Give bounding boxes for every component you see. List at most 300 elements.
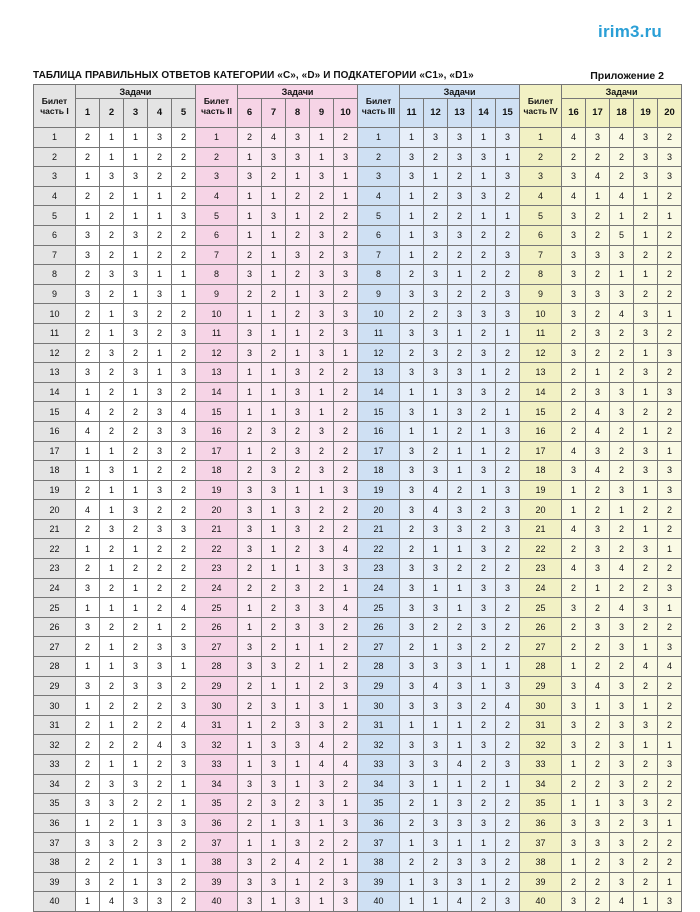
ticket-number-cell: 21	[34, 519, 76, 539]
answer-cell: 1	[658, 441, 682, 461]
answer-cell: 2	[76, 147, 100, 167]
ticket-number-cell: 28	[358, 657, 400, 677]
answer-cell: 2	[658, 519, 682, 539]
answer-cell: 3	[334, 559, 358, 579]
answer-cell: 3	[310, 225, 334, 245]
ticket-number-cell: 35	[358, 794, 400, 814]
ticket-number-cell: 25	[34, 598, 76, 618]
answer-cell: 2	[262, 852, 286, 872]
answer-cell: 1	[238, 304, 262, 324]
answer-cell: 3	[286, 363, 310, 383]
answer-cell: 3	[286, 500, 310, 520]
answer-cell: 3	[634, 598, 658, 618]
table-row	[34, 343, 682, 363]
ticket-number-cell: 40	[358, 892, 400, 912]
answer-cell: 3	[658, 480, 682, 500]
answer-cell: 3	[334, 323, 358, 343]
answer-cell: 3	[610, 402, 634, 422]
answer-cell: 1	[310, 382, 334, 402]
answer-cell: 3	[658, 343, 682, 363]
answer-cell: 3	[400, 735, 424, 755]
task-number-header: 9	[310, 99, 334, 128]
answer-cell: 1	[76, 461, 100, 481]
ticket-number-cell: 15	[358, 402, 400, 422]
answer-cell: 2	[334, 637, 358, 657]
answer-cell: 2	[634, 245, 658, 265]
answer-cell: 1	[424, 167, 448, 187]
answer-cell: 1	[100, 441, 124, 461]
answer-cell: 2	[586, 598, 610, 618]
ticket-number-cell: 4	[520, 186, 562, 206]
answer-cell: 3	[610, 715, 634, 735]
answer-cell: 1	[334, 696, 358, 716]
answer-cell: 1	[100, 500, 124, 520]
answer-cell: 2	[448, 480, 472, 500]
task-number-header: 12	[424, 99, 448, 128]
answer-cell: 3	[448, 500, 472, 520]
answer-cell: 3	[100, 774, 124, 794]
answer-cell: 1	[286, 206, 310, 226]
answer-cell: 1	[472, 872, 496, 892]
answer-cell: 2	[124, 696, 148, 716]
answer-cell: 3	[658, 637, 682, 657]
answer-cell: 1	[634, 735, 658, 755]
ticket-number-cell: 27	[520, 637, 562, 657]
ticket-number-cell: 14	[520, 382, 562, 402]
table-row	[34, 206, 682, 226]
answer-cell: 2	[448, 206, 472, 226]
answer-cell: 3	[124, 304, 148, 324]
answer-cell: 2	[586, 852, 610, 872]
answer-cell: 1	[124, 539, 148, 559]
answer-cell: 3	[448, 813, 472, 833]
answer-cell: 2	[76, 480, 100, 500]
ticket-header-label: Билет	[203, 96, 230, 106]
answer-cell: 3	[286, 519, 310, 539]
answer-cell: 3	[496, 578, 520, 598]
answer-cell: 1	[76, 813, 100, 833]
task-number-header: 6	[238, 99, 262, 128]
answer-cell: 2	[238, 284, 262, 304]
ticket-number-cell: 13	[520, 363, 562, 383]
answer-cell: 1	[100, 598, 124, 618]
ticket-number-cell: 39	[520, 872, 562, 892]
answer-cell: 2	[472, 500, 496, 520]
ticket-number-cell: 17	[34, 441, 76, 461]
answer-cell: 2	[124, 715, 148, 735]
answer-cell: 2	[148, 539, 172, 559]
ticket-number-cell: 33	[34, 755, 76, 775]
answer-cell: 1	[496, 323, 520, 343]
answer-cell: 3	[658, 755, 682, 775]
answer-cell: 3	[658, 461, 682, 481]
answer-cell: 1	[148, 186, 172, 206]
answer-cell: 3	[334, 872, 358, 892]
table-row	[34, 676, 682, 696]
ticket-number-cell: 3	[34, 167, 76, 187]
answer-cell: 3	[76, 833, 100, 853]
answer-cell: 2	[148, 225, 172, 245]
answer-cell: 2	[172, 147, 196, 167]
answer-cell: 2	[658, 559, 682, 579]
answer-cell: 2	[472, 225, 496, 245]
answer-cell: 2	[400, 852, 424, 872]
answer-cell: 1	[100, 715, 124, 735]
answer-cell: 1	[262, 813, 286, 833]
answer-cell: 3	[400, 578, 424, 598]
answer-cell: 3	[448, 186, 472, 206]
table-row	[34, 402, 682, 422]
answer-cell: 3	[148, 441, 172, 461]
answer-cell: 1	[262, 186, 286, 206]
answer-cell: 3	[334, 892, 358, 912]
answer-cell: 2	[262, 343, 286, 363]
answer-cell: 2	[610, 421, 634, 441]
ticket-number-cell: 10	[358, 304, 400, 324]
answer-cell: 2	[148, 323, 172, 343]
answer-cell: 1	[472, 421, 496, 441]
answer-cell: 4	[562, 519, 586, 539]
answer-cell: 1	[238, 598, 262, 618]
answer-cell: 3	[334, 480, 358, 500]
answer-cell: 1	[124, 480, 148, 500]
answer-cell: 1	[424, 421, 448, 441]
answer-cell: 1	[610, 265, 634, 285]
appendix-label: Приложение 2	[590, 70, 664, 82]
ticket-number-cell: 2	[358, 147, 400, 167]
answer-cell: 3	[400, 657, 424, 677]
tasks-header: Задачи	[76, 85, 196, 99]
answer-cell: 2	[400, 304, 424, 324]
answer-cell: 2	[496, 637, 520, 657]
table-row	[34, 461, 682, 481]
ticket-number-cell: 4	[358, 186, 400, 206]
answer-cell: 3	[238, 774, 262, 794]
task-number-header: 19	[634, 99, 658, 128]
answer-cell: 2	[586, 755, 610, 775]
answer-cell: 3	[634, 363, 658, 383]
answer-cell: 2	[496, 382, 520, 402]
answer-cell: 3	[148, 402, 172, 422]
answer-cell: 1	[448, 774, 472, 794]
answer-cell: 1	[100, 147, 124, 167]
ticket-number-cell: 31	[520, 715, 562, 735]
answer-cell: 2	[100, 382, 124, 402]
answer-cell: 2	[76, 519, 100, 539]
answer-cell: 1	[76, 539, 100, 559]
ticket-number-cell: 26	[196, 617, 238, 637]
answer-cell: 3	[76, 284, 100, 304]
answer-cell: 4	[286, 852, 310, 872]
answer-cell: 3	[586, 519, 610, 539]
ticket-number-cell: 23	[520, 559, 562, 579]
table-row	[34, 363, 682, 383]
answer-cell: 4	[172, 715, 196, 735]
answer-cell: 3	[472, 578, 496, 598]
ticket-header-label: Билет	[41, 96, 68, 106]
ticket-number-cell: 30	[34, 696, 76, 716]
answer-cell: 3	[424, 363, 448, 383]
answer-cell: 2	[148, 578, 172, 598]
answer-cell: 3	[634, 441, 658, 461]
answer-cell: 1	[238, 833, 262, 853]
answer-cell: 1	[400, 872, 424, 892]
answer-cell: 2	[172, 539, 196, 559]
answer-cell: 2	[286, 794, 310, 814]
answer-cell: 1	[334, 578, 358, 598]
answer-cell: 3	[124, 225, 148, 245]
answer-cell: 3	[496, 519, 520, 539]
answer-cell: 2	[448, 617, 472, 637]
answer-cell: 2	[496, 735, 520, 755]
ticket-number-cell: 33	[358, 755, 400, 775]
answer-cell: 4	[76, 500, 100, 520]
answer-cell: 1	[262, 833, 286, 853]
answer-cell: 3	[634, 147, 658, 167]
answer-cell: 2	[472, 774, 496, 794]
answer-cell: 3	[562, 813, 586, 833]
answer-cell: 1	[124, 578, 148, 598]
answer-cell: 3	[400, 167, 424, 187]
answer-cell: 3	[424, 657, 448, 677]
answer-cell: 3	[658, 147, 682, 167]
ticket-header-part-4	[520, 85, 562, 128]
answer-cell: 3	[76, 676, 100, 696]
answer-cell: 1	[286, 872, 310, 892]
answer-cell: 1	[496, 206, 520, 226]
answer-cell: 1	[76, 167, 100, 187]
table-row	[34, 421, 682, 441]
answer-cell: 1	[448, 715, 472, 735]
answer-cell: 2	[586, 715, 610, 735]
answer-cell: 3	[448, 852, 472, 872]
answer-cell: 1	[658, 813, 682, 833]
answer-cell: 2	[334, 382, 358, 402]
tasks-header: Задачи	[562, 85, 682, 99]
table-row	[34, 559, 682, 579]
answer-cell: 3	[148, 676, 172, 696]
answer-cell: 2	[472, 519, 496, 539]
answer-cell: 3	[448, 794, 472, 814]
answer-cell: 1	[562, 500, 586, 520]
answer-cell: 2	[124, 402, 148, 422]
answer-cell: 1	[586, 578, 610, 598]
answer-cell: 2	[334, 128, 358, 148]
answer-cell: 4	[610, 128, 634, 148]
answer-cell: 2	[262, 617, 286, 637]
answer-cell: 2	[658, 186, 682, 206]
answer-cell: 3	[400, 363, 424, 383]
answer-cell: 1	[310, 480, 334, 500]
ticket-number-cell: 1	[196, 128, 238, 148]
answer-cell: 4	[610, 598, 634, 618]
answer-cell: 3	[124, 265, 148, 285]
table-row	[34, 852, 682, 872]
ticket-number-cell: 6	[358, 225, 400, 245]
answer-cell: 4	[334, 598, 358, 618]
answer-cell: 2	[100, 696, 124, 716]
answer-cell: 1	[586, 794, 610, 814]
answer-cell: 1	[100, 304, 124, 324]
answer-cell: 1	[424, 382, 448, 402]
answer-cell: 2	[100, 852, 124, 872]
answer-cell: 2	[100, 421, 124, 441]
answer-cell: 2	[610, 519, 634, 539]
answer-cell: 1	[496, 657, 520, 677]
answer-cell: 2	[610, 323, 634, 343]
answer-cell: 1	[334, 167, 358, 187]
answer-cell: 4	[424, 480, 448, 500]
ticket-number-cell: 19	[520, 480, 562, 500]
answer-cell: 2	[76, 755, 100, 775]
answer-cell: 3	[610, 755, 634, 775]
answer-cell: 2	[172, 461, 196, 481]
answer-cell: 2	[334, 617, 358, 637]
ticket-number-cell: 23	[34, 559, 76, 579]
answer-cell: 3	[448, 363, 472, 383]
answer-cell: 1	[424, 637, 448, 657]
ticket-number-cell: 14	[196, 382, 238, 402]
answer-cell: 1	[286, 559, 310, 579]
answer-cell: 2	[124, 559, 148, 579]
answer-cell: 3	[238, 323, 262, 343]
answer-cell: 2	[172, 480, 196, 500]
answer-cell: 2	[172, 676, 196, 696]
ticket-number-cell: 21	[520, 519, 562, 539]
answer-cell: 3	[238, 480, 262, 500]
ticket-number-cell: 28	[196, 657, 238, 677]
answer-cell: 2	[262, 637, 286, 657]
table-row	[34, 265, 682, 285]
answer-cell: 1	[76, 206, 100, 226]
answer-cell: 2	[658, 323, 682, 343]
answer-cell: 3	[586, 539, 610, 559]
answer-cell: 2	[496, 363, 520, 383]
answer-cell: 2	[586, 657, 610, 677]
ticket-number-cell: 9	[358, 284, 400, 304]
answer-cell: 3	[124, 363, 148, 383]
answer-cell: 3	[124, 500, 148, 520]
answer-cell: 3	[496, 421, 520, 441]
answer-cell: 2	[496, 186, 520, 206]
answer-cell: 3	[562, 696, 586, 716]
answer-cell: 2	[658, 617, 682, 637]
answer-cell: 2	[148, 755, 172, 775]
ticket-number-cell: 14	[358, 382, 400, 402]
answer-cell: 2	[472, 755, 496, 775]
ticket-number-cell: 21	[196, 519, 238, 539]
ticket-number-cell: 20	[520, 500, 562, 520]
answer-cell: 2	[76, 637, 100, 657]
answer-cell: 1	[124, 147, 148, 167]
answer-cell: 1	[76, 382, 100, 402]
answer-cell: 2	[472, 715, 496, 735]
table-row	[34, 637, 682, 657]
answer-cell: 3	[100, 519, 124, 539]
answer-cell: 3	[472, 852, 496, 872]
ticket-number-cell: 40	[34, 892, 76, 912]
ticket-number-cell: 30	[520, 696, 562, 716]
answer-cell: 1	[562, 480, 586, 500]
table-row	[34, 245, 682, 265]
ticket-header-part-3	[358, 85, 400, 128]
answer-cell: 3	[100, 794, 124, 814]
answer-cell: 3	[400, 559, 424, 579]
answer-cell: 2	[586, 735, 610, 755]
answer-cell: 2	[472, 402, 496, 422]
ticket-number-cell: 20	[358, 500, 400, 520]
tasks-header: Задачи	[238, 85, 358, 99]
answer-cell: 2	[238, 245, 262, 265]
answer-cell: 1	[286, 755, 310, 775]
table-row	[34, 774, 682, 794]
ticket-number-cell: 33	[196, 755, 238, 775]
ticket-number-cell: 27	[34, 637, 76, 657]
answer-cell: 3	[400, 323, 424, 343]
answer-cell: 3	[172, 696, 196, 716]
answer-cell: 2	[610, 578, 634, 598]
ticket-number-cell: 8	[196, 265, 238, 285]
answer-cell: 3	[100, 167, 124, 187]
answer-cell: 1	[148, 206, 172, 226]
answer-cell: 1	[562, 755, 586, 775]
answer-cell: 2	[334, 284, 358, 304]
ticket-number-cell: 7	[196, 245, 238, 265]
answer-cell: 2	[334, 402, 358, 422]
answer-cell: 2	[562, 363, 586, 383]
answer-cell: 1	[634, 225, 658, 245]
answer-cell: 2	[172, 833, 196, 853]
answer-cell: 2	[124, 617, 148, 637]
answer-cell: 2	[334, 657, 358, 677]
table-row	[34, 323, 682, 343]
answer-cell: 3	[634, 304, 658, 324]
answer-cell: 2	[148, 774, 172, 794]
answer-cell: 3	[76, 578, 100, 598]
answer-cell: 1	[496, 774, 520, 794]
answer-cell: 2	[310, 441, 334, 461]
answer-cell: 3	[448, 872, 472, 892]
ticket-number-cell: 22	[34, 539, 76, 559]
answer-cell: 2	[496, 441, 520, 461]
answer-cell: 1	[448, 539, 472, 559]
answer-cell: 3	[610, 637, 634, 657]
answer-cell: 2	[472, 245, 496, 265]
answer-cell: 3	[610, 284, 634, 304]
answer-cell: 3	[238, 539, 262, 559]
task-number-header: 7	[262, 99, 286, 128]
answer-cell: 2	[496, 559, 520, 579]
answer-cell: 3	[262, 755, 286, 775]
answer-cell: 2	[238, 696, 262, 716]
answer-cell: 1	[100, 559, 124, 579]
answer-cell: 1	[238, 715, 262, 735]
ticket-header-part-label: часть II	[201, 106, 232, 116]
ticket-number-cell: 24	[358, 578, 400, 598]
answer-cell: 2	[100, 206, 124, 226]
answer-cell: 1	[124, 598, 148, 618]
answer-cell: 2	[658, 225, 682, 245]
table-row	[34, 794, 682, 814]
ticket-number-cell: 36	[358, 813, 400, 833]
ticket-number-cell: 3	[358, 167, 400, 187]
answer-cell: 2	[76, 265, 100, 285]
answer-cell: 2	[496, 343, 520, 363]
ticket-number-cell: 2	[520, 147, 562, 167]
answer-cell: 3	[310, 617, 334, 637]
answer-cell: 2	[334, 225, 358, 245]
answer-cell: 3	[334, 676, 358, 696]
